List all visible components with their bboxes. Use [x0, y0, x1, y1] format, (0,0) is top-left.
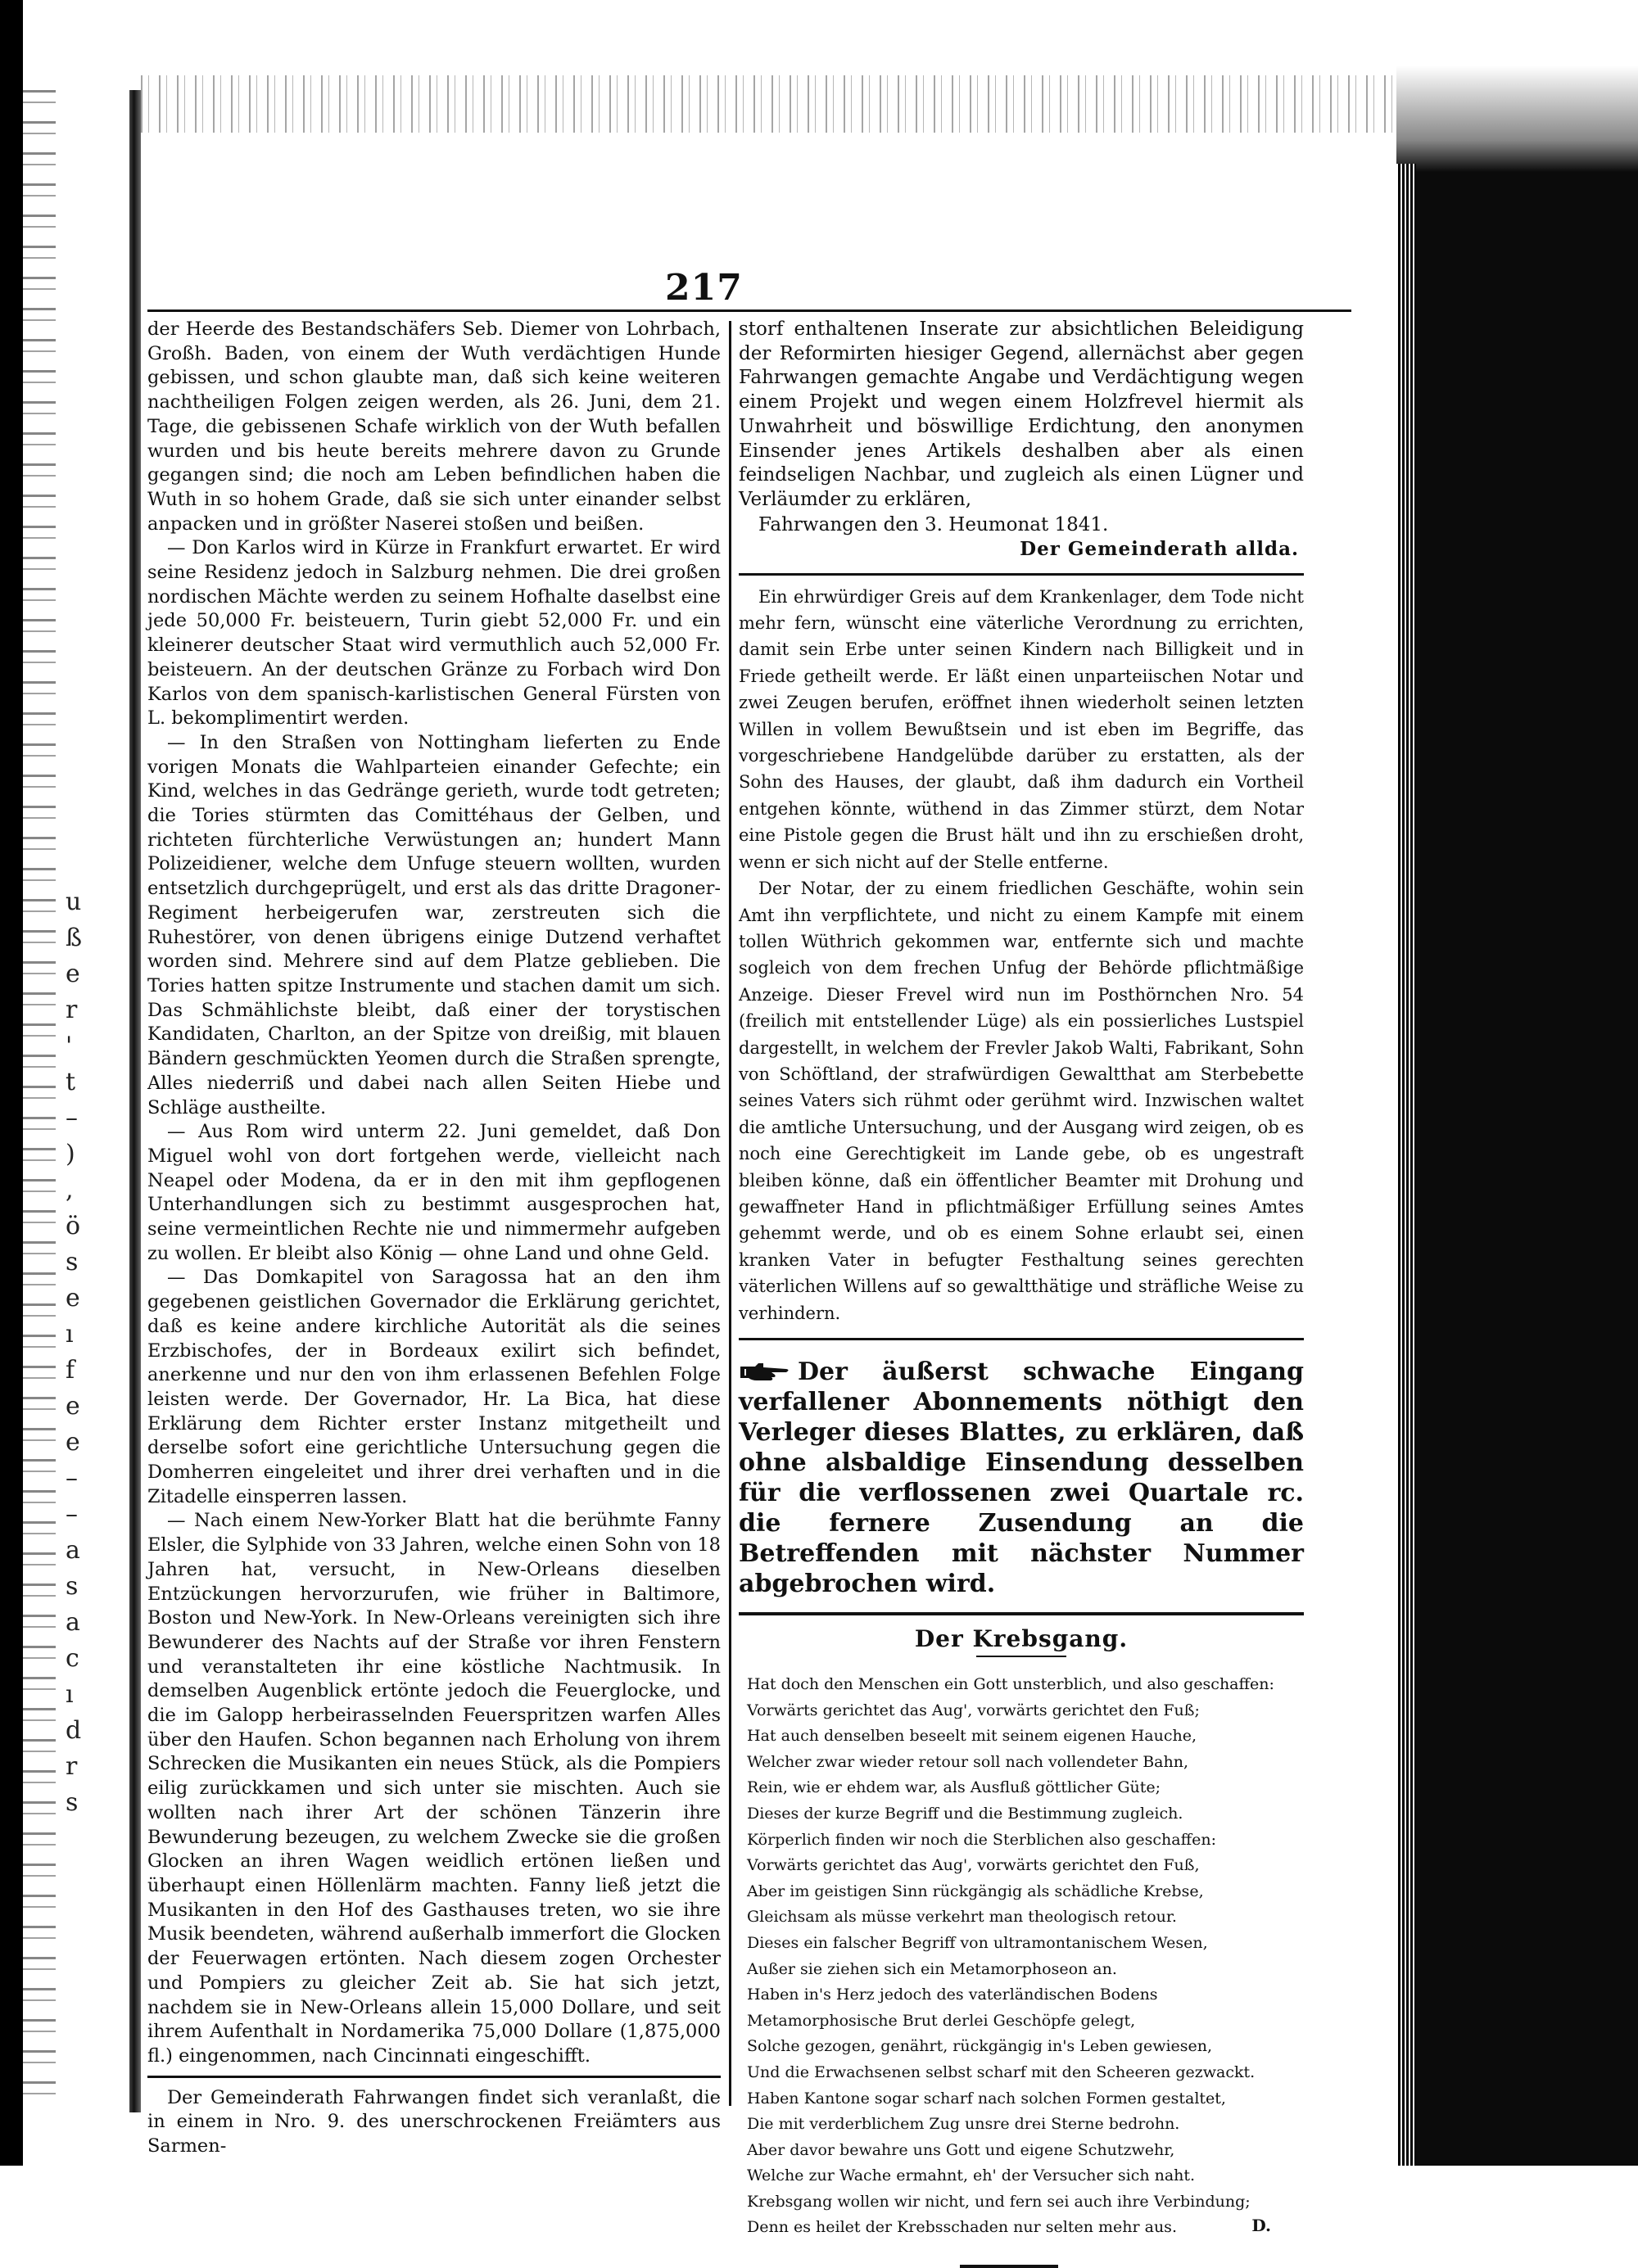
poem-title-rule: [976, 1656, 1066, 1657]
poem: [739, 1625, 1304, 2268]
section-divider-4: [739, 1612, 1304, 1615]
notary-paragraph-1: Ein ehrwürdiger Greis auf dem Krankenlager, dem Tode nicht mehr fern, wünscht eine väterliche Verordnung zu errichten, damit sein Erbe unter seinen Kindern nach Billigkeit und in Friede getheilt werde. Er läßt einen unparteiischen Notar und zwei Zeugen berufen, eröffnet ihnen wiederholt seinen letzten Willen in vollem Bewußtsein und ist eben im Begriffe, das vorgeschriebene Handgelübde darüber zu erstatten, als der Sohn des Hauses, der glaubt, daß ihm dadurch ein Vortheil entgehen könnte, wüthend in das Zimmer stürzt, dem Notar eine Pistole gegen die Brust hält und ihn zu erschießen droht, wenn er sich nicht auf der Stelle entferne.: [739, 586, 1304, 872]
section-divider-2: [739, 573, 1304, 576]
margin-letter: e: [66, 1284, 80, 1312]
margin-letter: f: [66, 1356, 75, 1385]
notice-place-date: Fahrwangen den 3. Heumonat 1841.: [758, 513, 1109, 535]
notice-gemeinderath: [739, 318, 1304, 562]
margin-letter: a: [66, 1536, 80, 1565]
margin-letter: r: [66, 996, 78, 1024]
margin-letter: e: [66, 1392, 80, 1421]
notice-gemeinderath-continued: storf enthaltenen Inserate zur absichtlichen Beleidigung der Reformirten hiesiger Gegend, allernächst aber gegen Fahrwangen gemachte Angabe und Verdächtigung wegen einem Projekt und wegen einem Holzfrevel hiermit als Unwahrheit und böswillige Erdichtung, den anonymen Einsender jenes Artikels deshalben aber als einen feindseligen Nachbar, und zugleich als einen Lügner und Verläumder zu erklären,: [739, 319, 1304, 510]
margin-letter: d: [66, 1716, 82, 1745]
poem-line: Hat doch den Menschen ein Gott unsterblich, und also geschaffen:: [747, 1675, 1274, 1693]
book-top-edge: [1396, 66, 1638, 172]
margin-letter: ı: [66, 1320, 74, 1349]
page-stack-edge: [1396, 164, 1416, 2166]
poem-line: Haben Kantone sogar scharf nach solchen Formen gestaltet,: [747, 2089, 1226, 2108]
page-number: 217: [665, 267, 743, 309]
publisher-notice-body: Der äußerst schwache Eingang verfallener Abonnements nöthigt den Verleger dieses Blattes, zu erklären, daß ohne alsbaldige Einsendung desselben für die verflossenen zwei Quartale rc. die fernere Zusendung an die Betreffenden mit nächster Nummer abgebrochen wird.: [739, 1358, 1304, 1598]
poem-title: Der Krebsgang.: [914, 1625, 1129, 1652]
margin-letter: –: [66, 1500, 78, 1529]
poem-line: Und die Erwachsenen selbst scharf mit den Scheeren gezwackt.: [747, 2062, 1256, 2081]
poem-lines: [739, 1672, 1304, 2241]
section-divider: [147, 2076, 721, 2078]
poem-line: Krebsgang wollen wir nicht, und fern sei auch ihre Verbindung;: [747, 2192, 1251, 2211]
header-rule: [147, 309, 1351, 312]
poem-line: Körperlich finden wir noch die Sterblichen also geschaffen:: [747, 1830, 1217, 1849]
section-divider-3: [739, 1338, 1304, 1340]
poem-line: Außer sie ziehen sich ein Metamorphoseon an.: [747, 1959, 1117, 1978]
margin-letter: s: [66, 1572, 79, 1601]
scan-top-fringe: [141, 75, 1451, 133]
article-saragossa: — Das Domkapitel von Saragossa hat an den ihm gegebenen geistlichen Governador die Erklärung gerichtet, daß es keine andere kirchliche Autorität als die seines Erzbischofes, der in Bordeaux exilirt sich befindet, anerkenne und nur den von ihm erlassenen Befehlen Folge leisten werde. Der Governador, Hr. La Bica, hat diese Erklärung dem Richter erster Instanz mitgetheilt und derselbe sofort eine gerichtliche Untersuchung gegen die Domherren eingeleitet und ihrer drei verhaften und in die Zitadelle einsperren lassen.: [147, 1267, 721, 1507]
margin-letter: r: [66, 1752, 78, 1781]
poem-line: Solche gezogen, genährt, rückgängig in's Leben gewiesen,: [747, 2037, 1213, 2056]
poem-line: Welcher zwar wieder retour soll nach vollendeter Bahn,: [747, 1752, 1189, 1771]
notice-signature: Der Gemeinderath allda.: [1020, 537, 1299, 560]
article-don-miguel: — Aus Rom wird unterm 22. Juni gemeldet, daß Don Miguel wohl von dort fortgehen werde, vielleicht nach Neapel oder Modena, da er in den mit ihm gepflogenen Unterhandlungen sich zu bestimmt ausgesprochen hat, seine vermeintlichen Rechte nie und nimmermehr aufgeben zu wollen. Er bleibt also König — ohne Land und ohne Geld.: [147, 1121, 721, 1264]
margin-letter: ): [66, 1140, 75, 1168]
book-spine: [129, 90, 141, 2112]
margin-letter: s: [66, 1248, 79, 1276]
margin-letter: ö: [66, 1212, 81, 1240]
previous-page-margin-letters: [66, 884, 123, 1821]
margin-letter: t: [66, 1068, 76, 1096]
notice-gemeinderath-start: Der Gemeinderath Fahrwangen findet sich veranlaßt, die in einem in Nro. 9. des unerschrockenen Freiämters aus Sarmen-: [147, 2086, 721, 2157]
previous-page-fringe: [23, 90, 56, 2104]
poem-line: Denn es heilet der Krebsschaden nur selten mehr aus.: [747, 2218, 1177, 2237]
right-column: [739, 318, 1304, 2268]
pointing-hand-icon: [739, 1362, 791, 1383]
notary-paragraph-2: Der Notar, der zu einem friedlichen Geschäfte, wohin sein Amt ihn verpflichtete, und nicht zu einem Kampfe mit einem tollen Wüthrich gekommen war, entfernte sich und machte sogleich von dem frechen Unfug der Behörde pflichtmäßige Anzeige. Dieser Frevel wird nun im Posthörnchen Nro. 54 (freilich mit entstellender Lüge) als ein possierliches Lustspiel dargestellt, in welchem der Frevler Jakob Walti, Fabrikant, Sohn von Schöftland, der strafwürdigen Gewaltthat am Sterbebette seines Vaters sich rühmt oder gerühmt wird. Inzwischen waltet die amtliche Untersuchung, und der Ausgang wird zeigen, ob es noch eine Gerechtigkeit im Lande gebe, ob es ungestraft bleiben könne, daß ein öffentlicher Beamter mit Drohung und gewaffneter Hand in pflichtmäßiger Erfüllung seines Amtes gehemmt werde, und ob es einem Sohne erlaubt sei, einen kranken Vater in befugter Festhaltung seines gerechten väterlichen Willens auf so gewaltthätige und sträfliche Weise zu verhindern.: [739, 879, 1304, 1323]
notice-notary: [739, 584, 1304, 1326]
margin-letter: –: [66, 1464, 78, 1493]
margin-letter: –: [66, 1104, 78, 1132]
margin-letter: c: [66, 1644, 79, 1673]
poem-line: Vorwärts gerichtet das Aug', vorwärts gerichtet den Fuß;: [747, 1701, 1200, 1719]
margin-letter: e: [66, 1428, 80, 1457]
margin-letter: a: [66, 1608, 80, 1637]
poem-line: Aber im geistigen Sinn rückgängig als schädliche Krebse,: [747, 1882, 1204, 1900]
poem-line: Gleichsam als müsse verkehrt man theologisch retour.: [747, 1908, 1177, 1927]
poem-line: Aber davor bewahre uns Gott und eigene Schutzwehr,: [747, 2140, 1175, 2159]
poem-line: Metamorphosische Brut derlei Geschöpfe gelegt,: [747, 2011, 1136, 2030]
poem-line: Dieses der kurze Begriff und die Bestimmung zugleich.: [747, 1804, 1183, 1823]
margin-letter: u: [66, 888, 82, 916]
poem-line: Dieses ein falscher Begriff von ultramontanischem Wesen,: [747, 1933, 1208, 1952]
poem-signature: D.: [1251, 2216, 1271, 2236]
poem-line: Welche zur Wache ermahnt, eh' der Versucher sich naht.: [747, 2166, 1196, 2185]
poem-line: Hat auch denselben beseelt mit seinem eigenen Hauche,: [747, 1727, 1197, 1746]
margin-letter: ,: [66, 1176, 74, 1204]
margin-letter: ': [66, 1032, 73, 1060]
article-nottingham: — In den Straßen von Nottingham lieferten zu Ende vorigen Monats die Wahlparteien einander Gefechte; ein Kind, welches in das Gedränge gerieth, wurde todt getreten; die Tories stürmten das Comittéhaus der Gelben, und richteten fürchterliche Verwüstungen an; hundert Mann Polizeidiener, welche dem Unfuge steuern wollten, wurden entsetzlich durchgeprügelt, und erst als das dritte Dragoner-Regiment herbeigerufen war, zerstreuten sich die Ruhestörer, von denen übrigens einige Dutzend verhaftet worden sind. Mehrere sind auf dem Platze geblieben. Die Tories hatten spitze Instrumente und stachen damit um sich. Das Schmählichste bleibt, daß einer der torystischen Kandidaten, Charlton, an der Spitze von dreißig, mit blauen Bändern geschmückten Yeomen durch die Straßen sprengte, Alles niederriß und dabei nach allen Seiten Hiebe und Schläge austheilte.: [147, 731, 721, 1118]
margin-letter: e: [66, 960, 80, 988]
scan-left-edge: [0, 0, 23, 2166]
poem-line: Vorwärts gerichtet das Aug', vorwärts gerichtet den Fuß,: [747, 1856, 1200, 1875]
end-rule: [960, 2265, 1058, 2268]
left-column: [147, 318, 721, 2159]
article-rabies-sheep: der Heerde des Bestandschäfers Seb. Diemer von Lohrbach, Großh. Baden, von einem der Wuth verdächtigen Hunde gebissen, und schon glaubte man, daß sich keine weiteren nachtheiligen Folgen zeigen werden, als 26. Juni, dem 21. Tage, die gebissenen Schafe wirklich von der Wuth befallen wurden und bis heute bereits mehrere davon zu Grunde gegangen sind; die noch am Leben befindlichen haben die Wuth in so hohem Grade, daß sie sich unter einander selbst anpacken und in größter Naserei stoßen und beißen.: [147, 319, 721, 535]
column-divider: [729, 321, 731, 2106]
article-fanny-elsler: — Nach einem New-Yorker Blatt hat die berühmte Fanny Elsler, die Sylphide von 33 Jahren, welche einen Sohn von 18 Jahren hat, versucht, in New-Orleans dieselben Entzückungen hervorzurufen, wie früher in Baltimore, Boston und New-York. In New-Orleans vereinigten sich ihre Bewunderer des Nachts auf der Straße vor ihren Fenstern und veranstalteten ihr eine köstliche Nachtmusik. In demselben Augenblick ertönte jedoch die Feuerglocke, und die im Galopp herbeirasselnden Feuerspritzen warfen Alles über den Haufen. Schon begannen nach Erholung von ihrem Schrecken die Musikanten ein neues Stück, als die Pompiers eilig zurückkamen und sich unter sie mischten. Auch sie wollten nach ihrer Art der schönen Tänzerin ihre Bewunderung bezeugen, zu welchem Zwecke sie die großen Glocken an ihren Wagen weidlich ertönen ließen und überhaupt einen Höllenlärm machten. Fanny ließ jetzt die Musikanten in den Hof des Gasthauses treten, wo sie ihre Musik beendeten, während außerhalb immerfort die Glocken der Feuerwagen ertönten. Nach diesem zogen Orchester und Pompiers zu gleicher Zeit ab. Sie hat sich jetzt, nachdem sie in New-Orleans allein 15,000 Dollare, und seit ihrem Aufenthalt in Nordamerika 75,000 Dollare (1,875,000 fl.) eingenommen, nach Cincinnati eingeschifft.: [147, 1510, 721, 2067]
poem-line: Rein, wie er ehdem war, als Ausfluß göttlicher Güte;: [747, 1778, 1161, 1797]
margin-letter: ı: [66, 1680, 74, 1709]
poem-line: Die mit verderblichem Zug unsre drei Sterne bedrohn.: [747, 2115, 1180, 2134]
margin-letter: ß: [66, 924, 83, 952]
article-don-karlos: — Don Karlos wird in Kürze in Frankfurt erwartet. Er wird seine Residenz jedoch in Salzburg nehmen. Die drei großen nordischen Mächte werden zu seinem Hofhalte daselbst eine jede 50,000 Fr. beisteuern, Turin giebt 52,000 Fr. und ein kleinerer deutscher Staat wird vermuthlich auch 52,000 Fr. beisteuern. An der deutschen Gränze zu Forbach wird Don Karlos von dem spanisch-karlistischen General Fürsten von L. bekomplimentirt werden.: [147, 537, 721, 730]
publisher-notice-text: [739, 1357, 1304, 1599]
margin-letter: s: [66, 1788, 79, 1817]
publisher-notice: [739, 1349, 1304, 1602]
book-cover-edge: [1396, 164, 1638, 2166]
poem-line: Haben in's Herz jedoch des vaterländischen Bodens: [747, 1986, 1158, 2004]
